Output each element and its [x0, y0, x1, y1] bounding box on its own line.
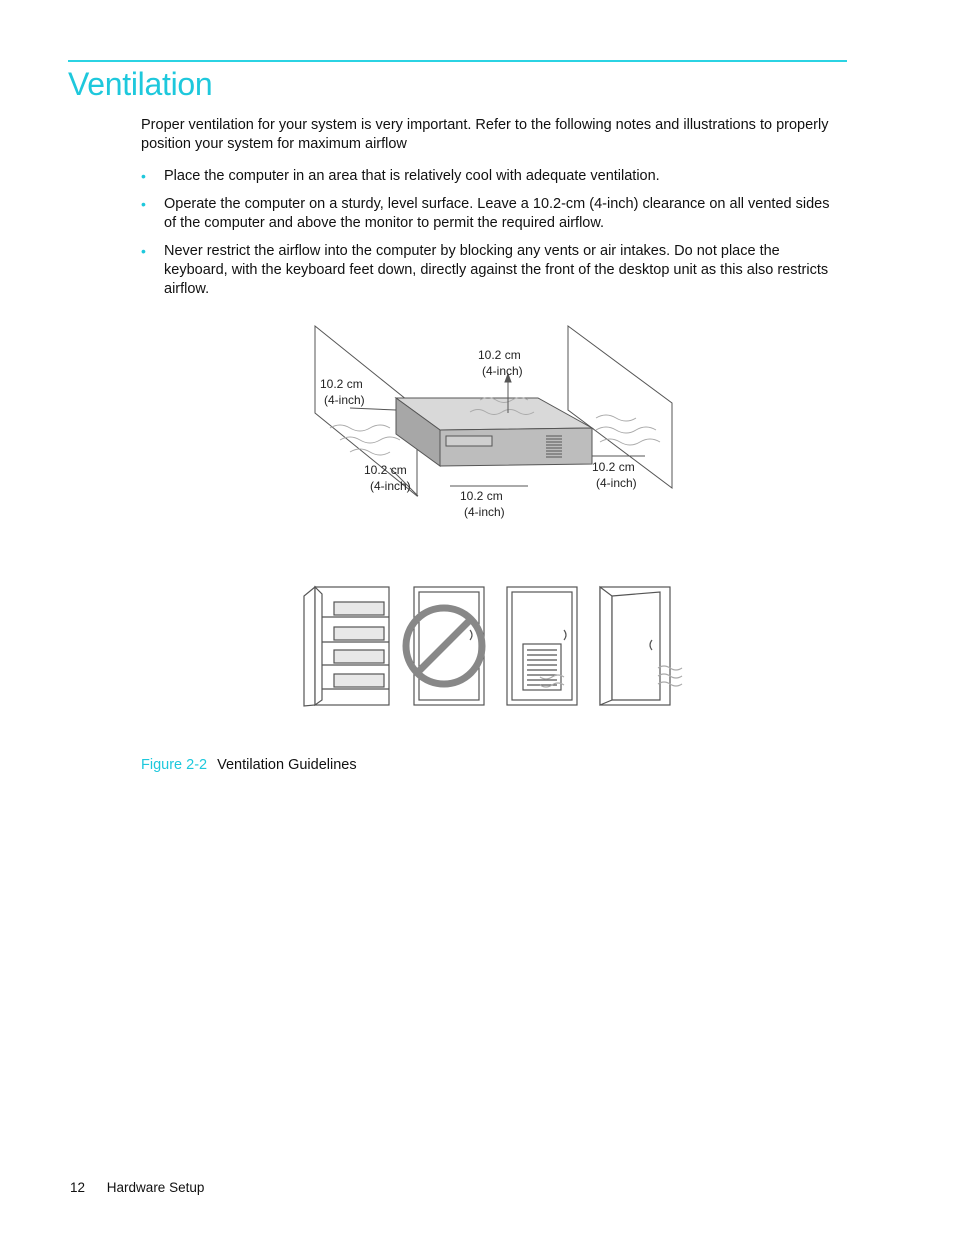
vented-cabinet — [507, 587, 577, 705]
list-item-text: Place the computer in an area that is relatively cool with adequate ventilation. — [164, 168, 660, 184]
top-clearance-cm: 10.2 cm — [478, 348, 521, 362]
front-clearance-cm: 10.2 cm — [460, 489, 503, 503]
left-clearance-inch: (4-inch) — [324, 393, 365, 407]
open-cabinet — [304, 587, 389, 706]
list-item — [141, 195, 831, 233]
top-clearance-inch: (4-inch) — [482, 364, 523, 378]
page-title: Ventilation — [68, 66, 213, 102]
right-clearance-cm: 10.2 cm — [592, 460, 635, 474]
ventilation-notes-list — [141, 167, 831, 308]
front-left-clearance-cm: 10.2 cm — [364, 463, 407, 477]
right-clearance-inch: (4-inch) — [596, 476, 637, 490]
cabinet-guidelines-diagram — [300, 582, 700, 712]
bullet-icon: • — [141, 168, 146, 184]
front-clearance-inch: (4-inch) — [464, 505, 505, 519]
bullet-icon: • — [141, 243, 146, 259]
list-item — [141, 167, 831, 186]
intro-paragraph: Proper ventilation for your system is very important. Refer to the following notes and illustrations to properly position your system for maximum airflow — [141, 117, 829, 152]
figure-caption — [141, 757, 357, 773]
bullet-icon: • — [141, 196, 146, 212]
front-left-clearance-inch: (4-inch) — [370, 479, 411, 493]
list-item-text: Never restrict the airflow into the computer by blocking any vents or air intakes. Do not place the keyboard, with the keyboard feet down, directly against the front of the desktop unit as this also restricts airflow. — [164, 243, 829, 297]
figure-number: Figure 2-2 — [141, 757, 208, 773]
page-footer — [70, 1180, 204, 1195]
header-rule — [68, 60, 847, 62]
computer-front — [440, 428, 592, 466]
list-item-text: Operate the computer on a sturdy, level surface. Leave a 10.2-cm (4-inch) clearance on all vented sides of the computer and above the monitor to permit the required airflow. — [164, 196, 830, 231]
list-item — [141, 242, 831, 299]
drive-bay — [446, 436, 492, 446]
clearance-diagram — [300, 318, 680, 528]
left-clearance-cm: 10.2 cm — [320, 377, 363, 391]
figure-caption-text: Ventilation Guidelines — [217, 757, 357, 773]
footer-section: Hardware Setup — [106, 1180, 205, 1195]
ajar-door-cabinet — [600, 587, 682, 705]
page-number: 12 — [70, 1180, 86, 1195]
closed-cabinet — [414, 587, 484, 705]
